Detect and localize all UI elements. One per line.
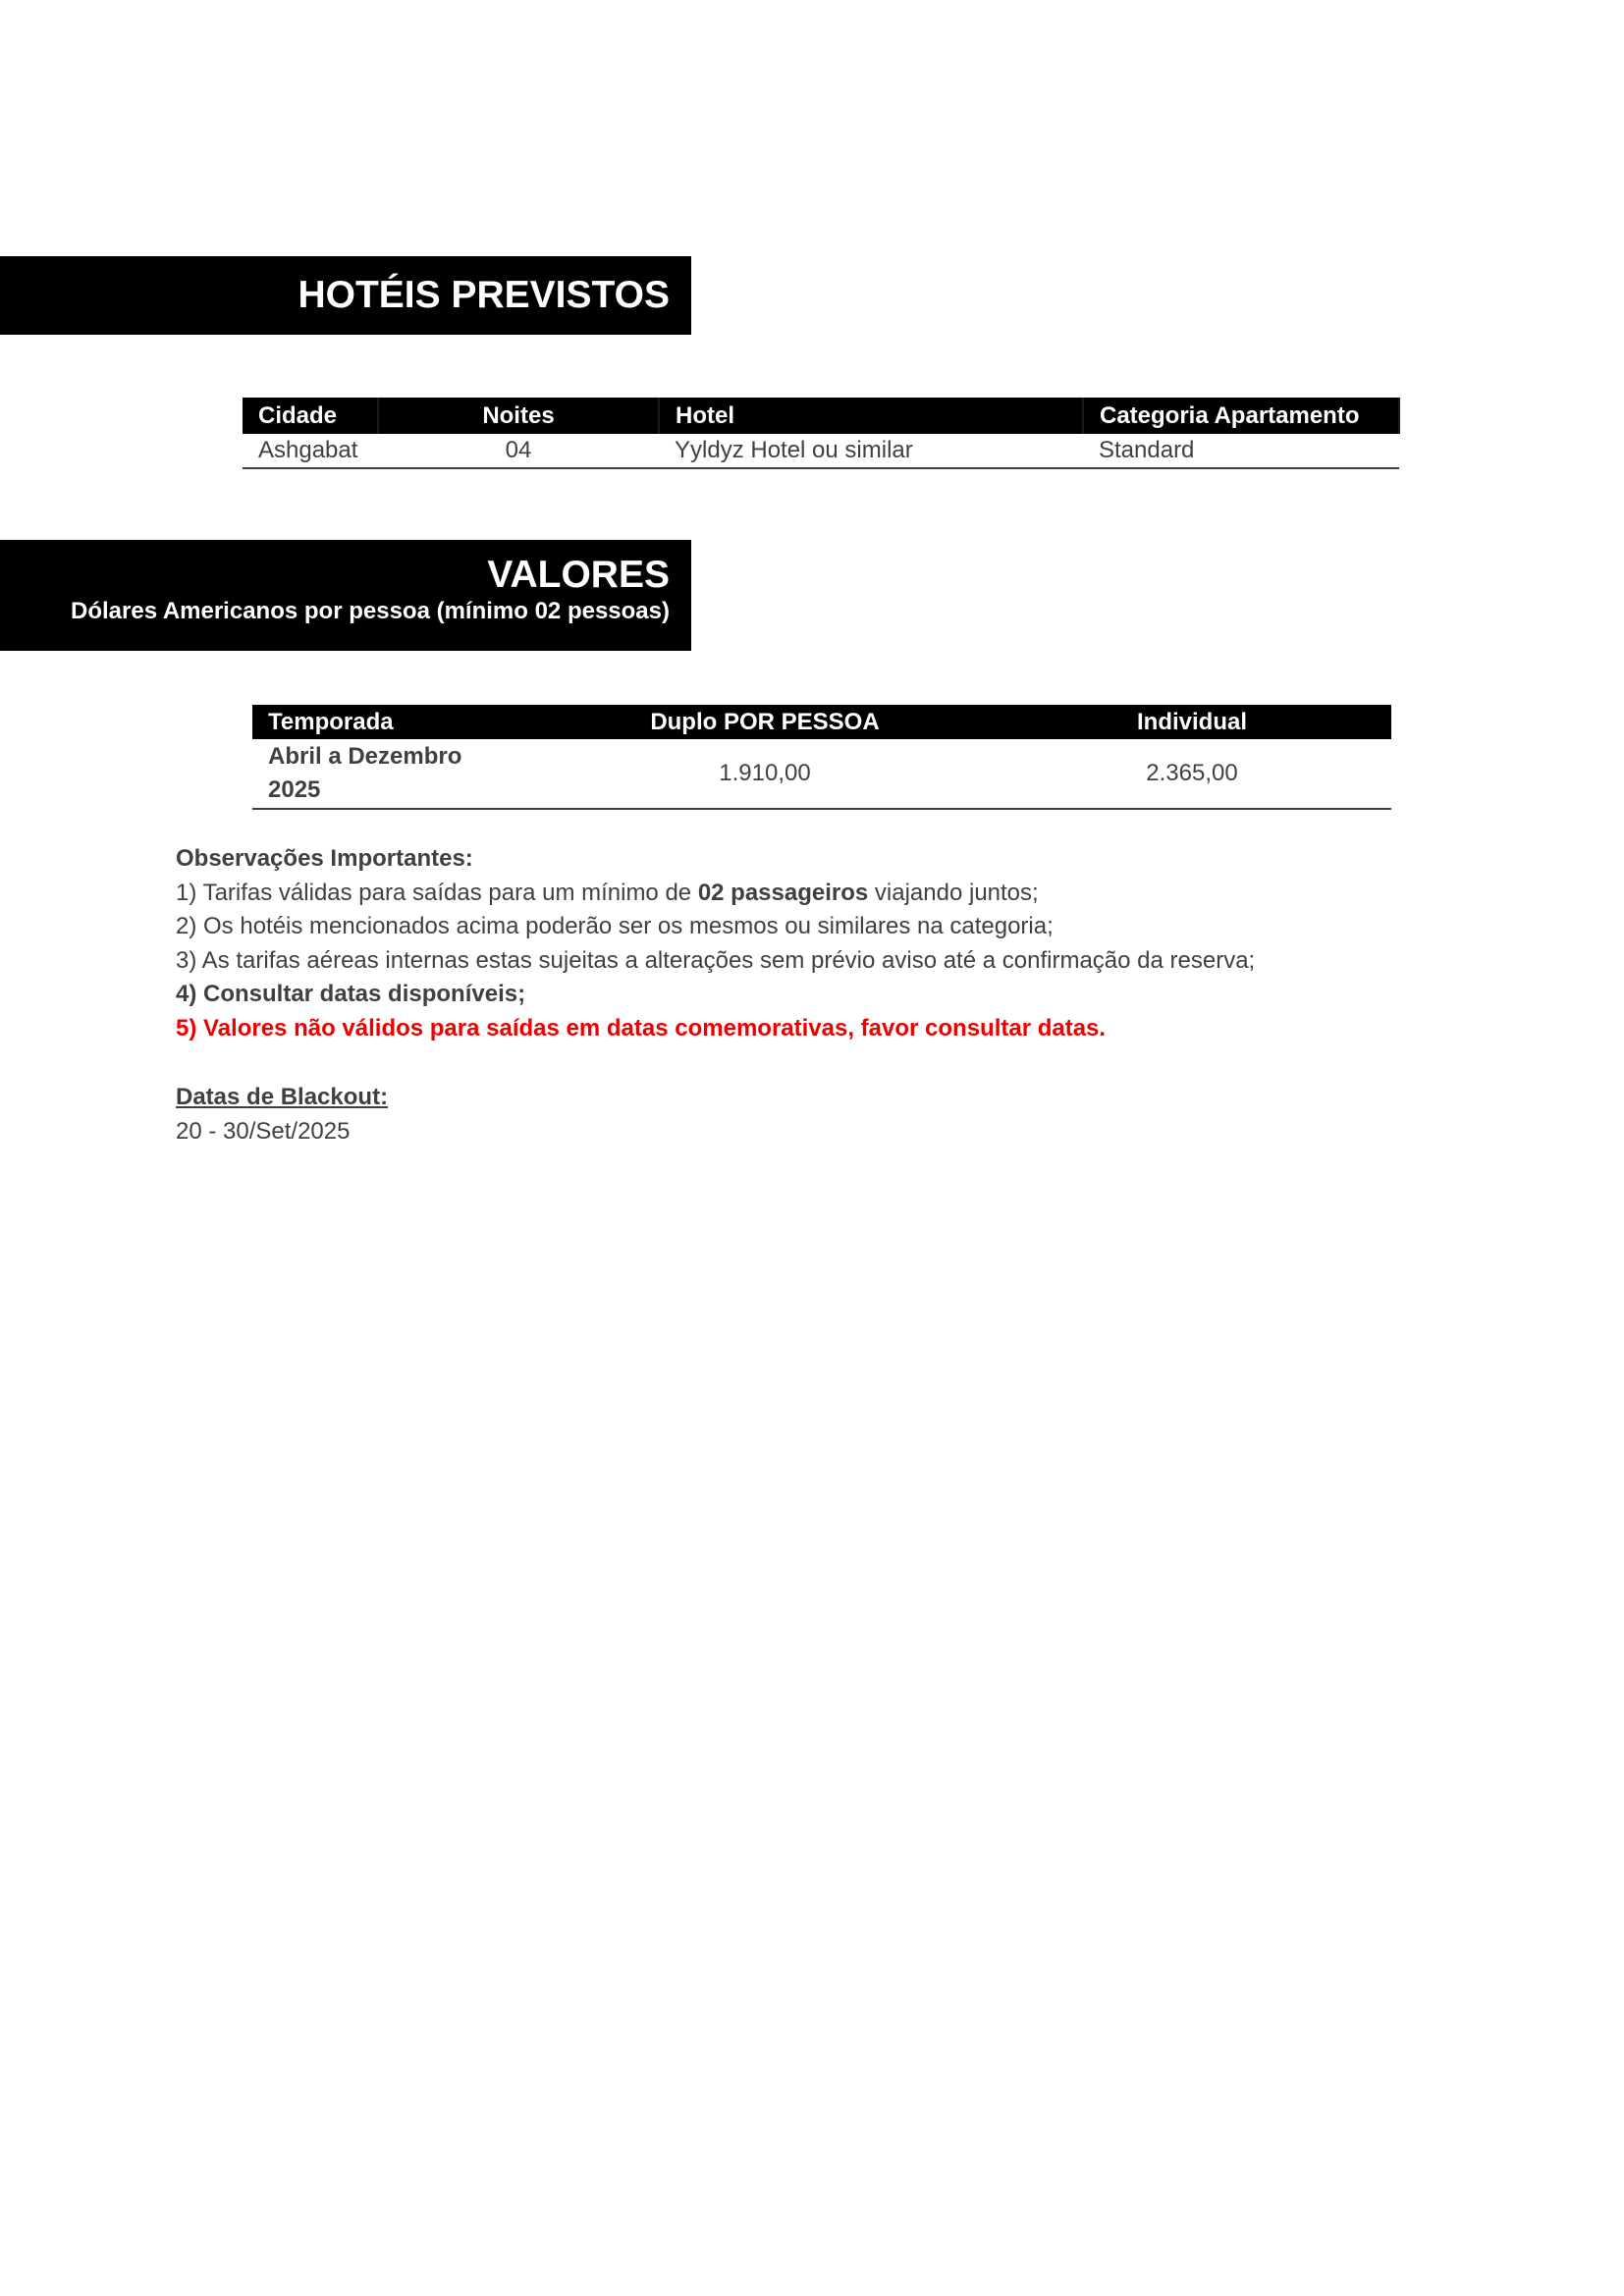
- notes-section: [176, 842, 1550, 1148]
- hotels-banner-title: HOTÉIS PREVISTOS: [298, 274, 670, 316]
- col-categoria: Categoria Apartamento: [1083, 398, 1399, 434]
- cell-temporada: [252, 739, 537, 809]
- note-1-prefix: 1) Tarifas válidas para saídas para um mínimo de: [176, 879, 698, 906]
- values-table: [252, 705, 1391, 810]
- hotels-table-header: [243, 398, 1399, 434]
- note-1-bold: 02 passageiros: [697, 879, 869, 906]
- values-banner-title: VALORES: [487, 554, 670, 596]
- table-row: [243, 434, 1399, 468]
- col-individual: Individual: [993, 705, 1391, 739]
- values-banner: [0, 540, 691, 651]
- cell-individual: 2.365,00: [993, 739, 1391, 809]
- blackout-heading: Datas de Blackout:: [176, 1084, 389, 1110]
- col-noites: Noites: [378, 398, 659, 434]
- blackout-dates: 20 - 30/Set/2025: [176, 1117, 351, 1145]
- spacer: [176, 1045, 1550, 1081]
- cell-categoria: Standard: [1083, 434, 1399, 468]
- notes-heading: Observações Importantes:: [176, 845, 473, 872]
- hotels-table: [243, 398, 1400, 469]
- season-line-2: 2025: [268, 776, 321, 803]
- note-3: 3) As tarifas aéreas internas estas sujeitas a alterações sem prévio aviso até a confirmação da reserva;: [176, 946, 1256, 974]
- cell-hotel: Yyldyz Hotel ou similar: [659, 434, 1083, 468]
- col-hotel: Hotel: [659, 398, 1083, 434]
- note-5: 5) Valores não válidos para saídas em datas comemorativas, favor consultar datas.: [176, 1014, 1107, 1041]
- values-banner-subtitle: Dólares Americanos por pessoa (mínimo 02 pessoas): [71, 598, 670, 624]
- note-2: 2) Os hotéis mencionados acima poderão ser os mesmos ou similares na categoria;: [176, 913, 1054, 939]
- values-table-header: [252, 705, 1391, 739]
- hotels-banner: [0, 256, 691, 335]
- col-temporada: Temporada: [252, 705, 537, 739]
- cell-noites: 04: [378, 434, 659, 468]
- note-1-suffix: viajando juntos;: [868, 879, 1039, 906]
- col-duplo: Duplo POR PESSOA: [537, 705, 993, 739]
- cell-duplo: 1.910,00: [537, 739, 993, 809]
- cell-cidade: Ashgabat: [243, 434, 378, 468]
- note-4: 4) Consultar datas disponíveis;: [176, 981, 526, 1007]
- season-line-1: Abril a Dezembro: [268, 743, 462, 770]
- table-row: [252, 739, 1391, 809]
- note-1: [176, 877, 1550, 911]
- col-cidade: Cidade: [243, 398, 378, 434]
